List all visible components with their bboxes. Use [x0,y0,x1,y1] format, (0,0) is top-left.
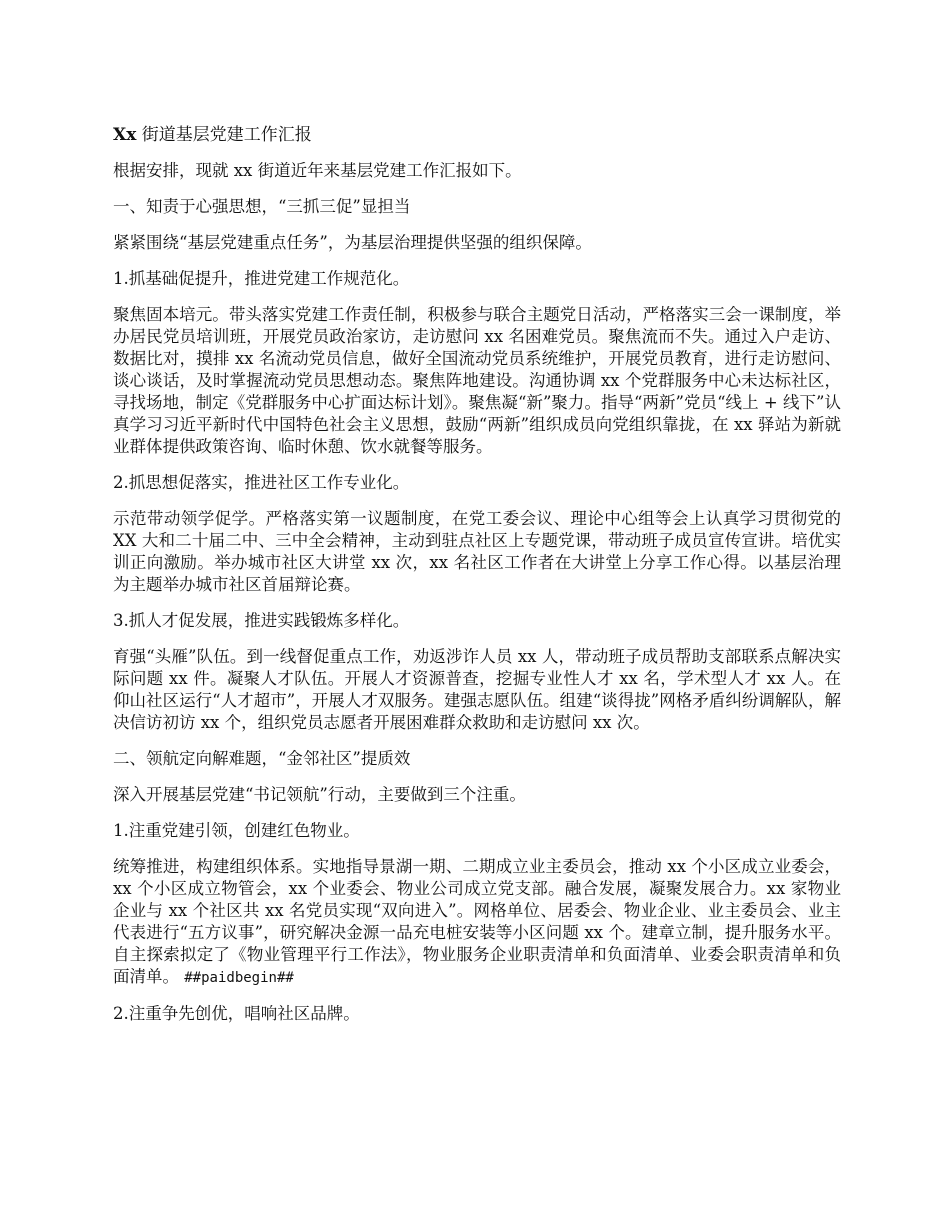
body-paragraph-2-1-text: 统筹推进，构建组织体系。实地指导景湖一期、二期成立业主委员会，推动 xx 个小区成立业委会，xx 个小区成立物管会，xx 个业委会、物业公司成立党支部。融合发展，凝聚发展合力。xx 家物业企业与 xx 个社区共 xx 名党员实现“双向进入”。网格单位、居委会、物业企业、业主委员会、业主代表进行“五方议事”，研究解决金源一品充电桩安装等小区问题 xx 个。建章立制，提升服务水平。自主探索拟定了《物业管理平行工作法》，物业服务企业职责清单和负面清单、业委会职责清单和负面清单。 [113,857,841,986]
subheading-1-1: 1.抓基础促提升，推进党建工作规范化。 [113,269,410,288]
subheading-1-3: 3.抓人才促发展，推进实践锻炼多样化。 [113,611,410,630]
subheading-2-1: 1.注重党建引领，创建红色物业。 [113,821,360,840]
section-2-summary: 深入开展基层党建“书记领航”行动，主要做到三个注重。 [113,785,526,804]
title-text: 街道基层党建工作汇报 [136,125,312,145]
title-prefix: Xx [113,125,137,145]
paid-marker: ##paidbegin## [184,970,294,986]
intro-paragraph: 根据安排，现就 xx 街道近年来基层党建工作汇报如下。 [113,161,522,180]
subheading-2-2: 2.注重争先创优，唱响社区品牌。 [113,1004,360,1023]
body-paragraph-1-2: 示范带动领学促学。严格落实第一议题制度，在党工委会议、理论中心组等会上认真学习贯彻党的 XX 大和二十届二中、三中全会精神，主动到驻点社区上专题党课，带动班子成员宣传宣讲。培优实训正向激励。举办城市社区大讲堂 xx 次，xx 名社区工作者在大讲堂上分享工作心得。以基层治理为主题举办城市社区首届辩论赛。 [113,509,841,594]
section-1-summary: 紧紧围绕“基层党建重点任务”，为基层治理提供坚强的组织保障。 [113,233,592,252]
body-paragraph-1-1: 聚焦固本培元。带头落实党建工作责任制，积极参与联合主题党日活动，严格落实三会一课制度，举办居民党员培训班，开展党员政治家访，走访慰问 xx 名困难党员。聚焦流而不失。通过入户走访、数据比对，摸排 xx 名流动党员信息，做好全国流动党员系统维护，开展党员教育，进行走访慰问、谈心谈话，及时掌握流动党员思想动态。聚焦阵地建设。沟通协调 xx 个党群服务中心未达标社区，寻找场地，制定《党群服务中心扩面达标计划》。聚焦凝“新”聚力。指导“两新”党员“线上 + 线下”认真学习习近平新时代中国特色社会主义思想，鼓励“两新”组织成员向党组织靠拢，在 xx 驿站为新就业群体提供政策咨询、临时休憩、饮水就餐等服务。 [113,305,841,456]
document-page [113,124,841,1039]
body-paragraph-1-3: 育强“头雁”队伍。到一线督促重点工作，劝返涉诈人员 xx 人，带动班子成员帮助支部联系点解决实际问题 xx 件。凝聚人才队伍。开展人才资源普查，挖掘专业性人才 xx 名，学术型人才 xx 人。在仰山社区运行“人才超市”，开展人才双服务。建强志愿队伍。组建“谈得拢”网格矛盾纠纷调解队，解决信访初访 xx 个，组织党员志愿者开展困难群众救助和走访慰问 xx 次。 [113,647,841,732]
section-heading-1: 一、知责于心强思想，“三抓三促”显担当 [113,197,411,216]
section-heading-2: 二、领航定向解难题，“金邻社区”提质效 [113,749,411,768]
document-title [113,124,841,146]
subheading-1-2: 2.抓思想促落实，推进社区工作专业化。 [113,473,410,492]
body-paragraph-2-1 [113,856,841,989]
